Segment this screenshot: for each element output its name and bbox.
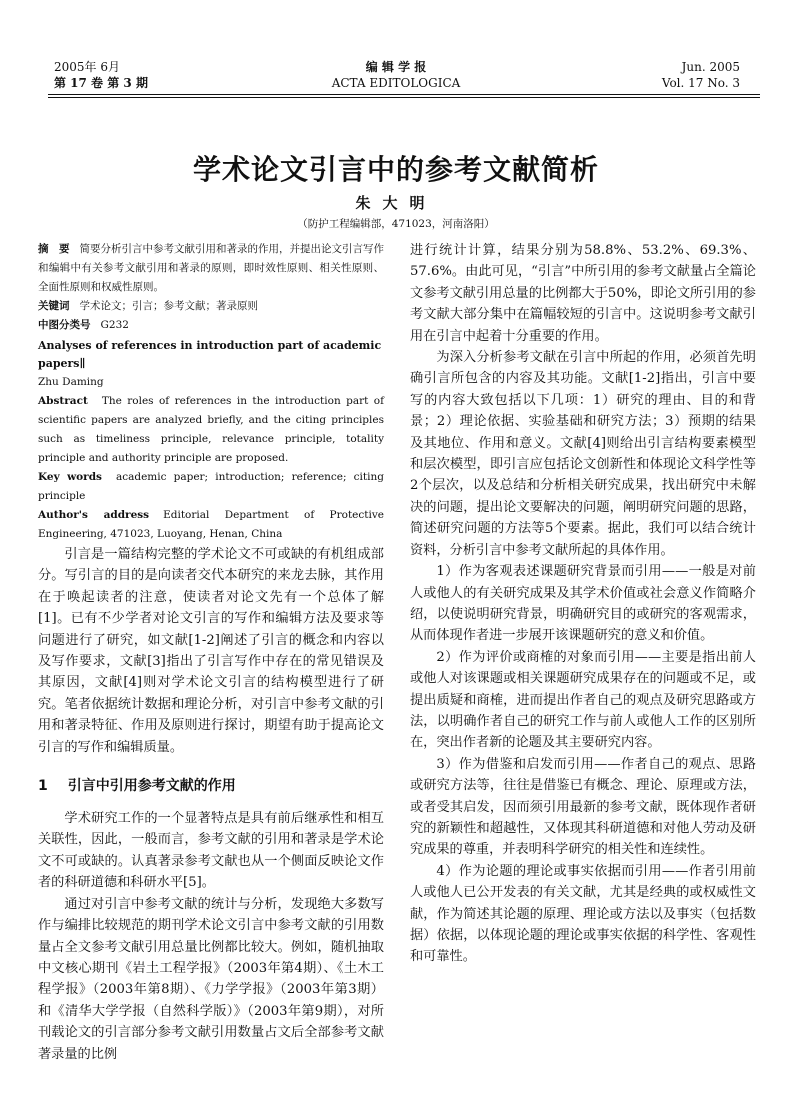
keywords-cn <box>38 297 384 316</box>
article-author: 朱大明 <box>355 194 437 212</box>
section-paragraph: 学术研究工作的一个显著特点是具有前后继承性和相互关联性，因此，一般而言，参考文献的引用和著录是学术论文不可或缺的。认真著录参考文献也从一个侧面反映论文作者的科研道德和科研水平[5]。 <box>38 811 384 891</box>
section-paragraph: 4）作为论题的理论或事实依据而引用——作者引用前人或他人已公开发表的有关文献，尤其是经典的或权威性文献，作为简述其论题的原理、理论或方法以及事实（包括数据）依据，以体现论题的理论或事实依据的科学性、客观性和可靠性。 <box>410 863 756 965</box>
keywords-text: 学术论文；引言；参考文献；著录原则 <box>79 300 258 312</box>
section-paragraph: 通过对引言中参考文献的统计与分析，发现绝大多数写作与编排比较规范的期刊学术论文引言中参考文献的引用数量占全文参考文献引用总量比例都比较大。例如，随机抽取中文核心期刊《岩土工程学报》（2003年第4期）、《土木工程学报》（2003年第8期）、《力学学报》（2003年第3期）和《清华大学学报（自然科学版）》（2003年第9期），对所刊载论文的引言部分参考文献引用数量占文后全部参考文献著录量的比例 <box>38 896 384 1062</box>
abstract-label: 摘 要 <box>38 243 70 255</box>
section-heading <box>38 775 384 795</box>
section-paragraph: 进行统计计算，结果分别为58.8%、53.2%、69.3%、57.6%。由此可见，“引言”中所引用的参考文献量占全篇论文参考文献引用总量的比例都大于50%，即论文所引用的参考文献大部分集中在篇幅较短的引言中。这说明参考文献引用在引言中起着十分重要的作用。 <box>410 243 756 344</box>
header-journal-cn: 编 辑 学 报 <box>365 60 427 74</box>
classification-label: 中图分类号 <box>38 319 91 331</box>
english-title: Analyses of references in introduction part of academic papers∥ <box>38 339 382 370</box>
left-column <box>38 240 384 1065</box>
keywords-en-text: academic paper; introduction; reference; citing principle <box>38 471 384 502</box>
section-paragraph: 1）作为客观表述课题研究背景而引用——一般是对前人或他人的有关研究成果及其学术价值或社会意义作简略介绍，以使说明研究背景，明确研究目的或研究的客观需求，从而体现作者进一步展开该课题研究的意义和价值。 <box>410 564 756 644</box>
classification-text: G232 <box>100 319 129 331</box>
english-author: Zhu Daming <box>38 376 104 388</box>
header-date: 2005年 6月 <box>54 60 120 74</box>
header-rule-top <box>48 94 760 95</box>
header-rule-bottom <box>48 97 760 98</box>
abstract-cn <box>38 240 384 297</box>
abstract-text: 简要分析引言中参考文献引用和著录的作用，并提出论文引言写作和编辑中有关参考文献引用和著录的原则，即时效性原则、相关性原则、全面性原则和权威性原则。 <box>38 243 384 293</box>
header-journal-en: ACTA EDITOLOGICA <box>331 76 461 90</box>
abstract-en-text: The roles of references in the introduction part of scientific papers are analyzed briefly, and the citing principles such as timeliness principle, relevance principle, totality principle and authority principle are proposed. <box>38 395 384 464</box>
section-number: 1 <box>38 778 48 795</box>
article-affiliation: （防护工程编辑部，471023，河南洛阳） <box>297 218 495 230</box>
section-paragraph: 为深入分析参考文献在引言中所起的作用，必须首先明确引言所包含的内容及其功能。文献[1-2]指出，引言中要写的内容大致包括以下几项：1）研究的理由、目的和背景；2）理论依据、实验基础和研究方法；3）预期的结果及其地位、作用和意义。文献[4]则给出引言结构要素模型和层次模型，即引言应包括论文创新性和体现论文科学性等2个层次，以及总结和分析相关研究成果，找出研究中未解决的问题，提出论文要解决的问题，阐明研究问题的思路，简述研究问题的方法等5个要素。据此，我们可以结合统计资料，分析引言中参考文献所起的具体作用。 <box>410 350 756 558</box>
classification-cn <box>38 316 384 335</box>
abstract-en <box>38 392 384 468</box>
keywords-en <box>38 468 384 506</box>
abstract-en-label: Abstract <box>38 395 88 407</box>
section-title: 引言中引用参考文献的作用 <box>67 778 236 795</box>
header-date-en: Jun. 2005 <box>681 60 740 74</box>
header-volume-en: Vol. 17 No. 3 <box>661 76 740 90</box>
keywords-en-label: Key words <box>38 471 102 483</box>
address-en-label: Author's address <box>38 509 150 521</box>
section-paragraph: 2）作为评价或商榷的对象而引用——主要是指出前人或他人对该课题或相关课题研究成果存在的问题或不足，或提出质疑和商榷，进而提出作者自己的观点及研究思路或方法，以明确作者自己的研究工作与前人或他人工作的区别所在，突出作者新的论题及其主要研究内容。 <box>410 649 756 751</box>
address-en <box>38 506 384 544</box>
section-paragraph: 3）作为借鉴和启发而引用——作者自己的观点、思路或研究方法等，往往是借鉴已有概念、理论、原理或方法，或者受其启发，因而须引用最新的参考文献，既体现作者研究的新颖性和超越性，又体现其科研道德和对他人劳动及研究成果的尊重，并表明科学研究的相关性和连续性。 <box>410 756 756 858</box>
keywords-label: 关键词 <box>38 300 70 312</box>
article-title: 学术论文引言中的参考文献简析 <box>192 153 599 186</box>
header-volume: 第 17 卷 第 3 期 <box>54 76 148 90</box>
right-column <box>410 240 756 968</box>
intro-paragraph: 引言是一篇结构完整的学术论文不可或缺的有机组成部分。写引言的目的是向读者交代本研究的来龙去脉，其作用在于唤起读者的注意，使读者对论文先有一个总体了解[1]。已有不少学者对论文引言的写作和编辑方法及要求等问题进行了研究，如文献[1-2]阐述了引言的概念和内容以及写作要求，文献[3]指出了引言写作中存在的常见错误及其原因，文献[4]则对学术论文引言的结构模型进行了研究。笔者依据统计数据和理论分析，对引言中参考文献的引用和著录特征、作用及原则进行探讨，期望有助于提高论文引言的写作和编辑质量。 <box>38 547 384 755</box>
address-en-text: Editorial Department of Protective Engineering, 471023, Luoyang, Henan, China <box>38 509 384 540</box>
